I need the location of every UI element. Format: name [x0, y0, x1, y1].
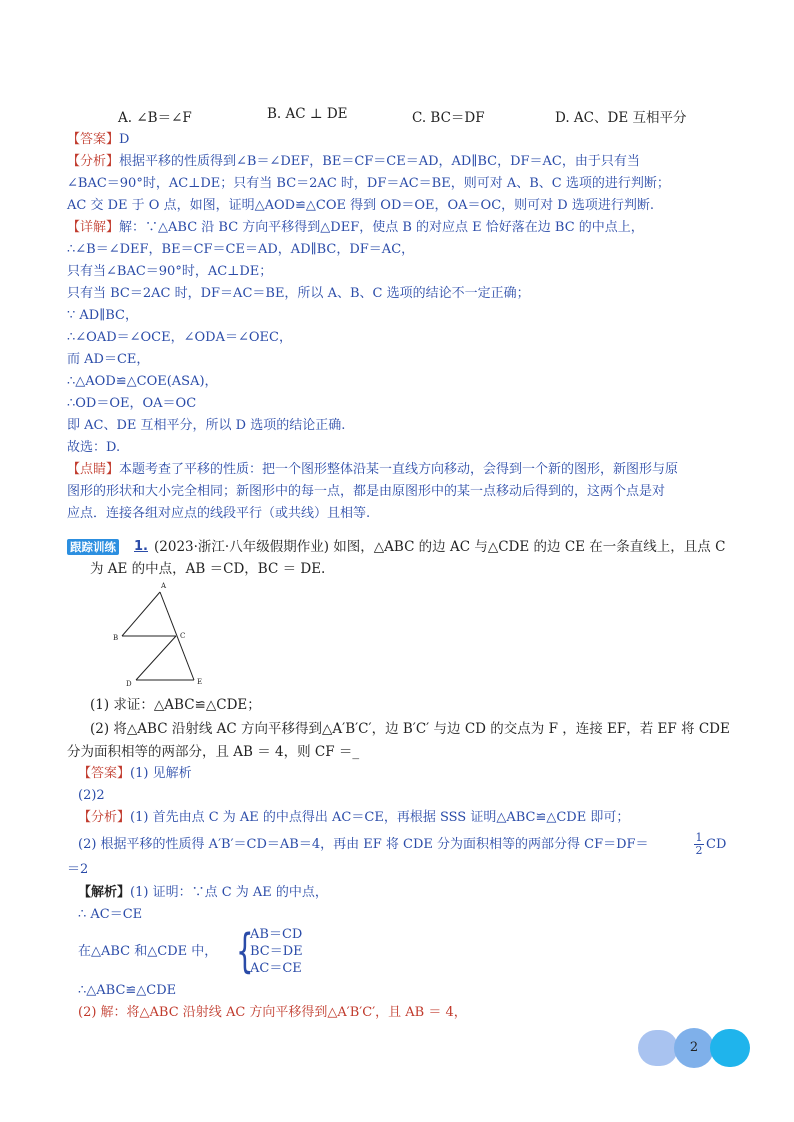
question-2-line-2: 分为面积相等的两部分，且 AB ＝ 4，则 CF ＝_: [67, 744, 360, 760]
detail-line-3: 只有当∠BAC＝90°时，AC⊥DE；: [67, 264, 273, 279]
page-number: 2: [689, 1040, 699, 1055]
segment-CD: [136, 636, 176, 680]
answer2-text-1: (1) 见解析: [130, 766, 192, 781]
analysis2-line-1: [78, 809, 629, 827]
equation-system: [236, 925, 316, 977]
answer-line: [67, 131, 129, 149]
solution-text-1: (1) 证明：∵点 C 为 AE 的中点，: [130, 885, 328, 900]
label-E: E: [197, 678, 203, 686]
answer2-tag: 【答案】: [78, 766, 131, 781]
label-C: C: [180, 632, 186, 640]
left-brace: {: [236, 924, 254, 978]
triangle-figure: [108, 582, 212, 688]
analysis-line-1: [67, 153, 640, 171]
solution-line-1: [78, 884, 328, 902]
point-line-1: [67, 461, 678, 479]
detail-line-1: [67, 219, 644, 237]
detail-line-10: 即 AC、DE 互相平分，所以 D 选项的结论正确.: [67, 418, 346, 433]
answer-tag: 【答案】: [67, 132, 120, 147]
system-row-2: BC＝DE: [250, 944, 303, 959]
label-D: D: [126, 680, 132, 688]
option-b: B. AC ⊥ DE: [267, 106, 348, 122]
point-line-3: 应点．连接各组对应点的线段平行（或共线）且相等.: [67, 506, 371, 521]
detail-line-2: ∴∠B＝∠DEF，BE＝CF＝CE＝AD，AD∥BC，DF＝AC，: [67, 242, 415, 257]
point-line-2: 图形的形状和大小完全相同；新图形中的每一点，都是由原图形中的某一点移动后得到的，这两个点是对: [67, 484, 666, 499]
detail-text-1: 解：∵△ABC 沿 BC 方向平移得到△DEF，使点 B 的对应点 E 恰好落在边 BC 的中点上，: [119, 220, 644, 235]
analysis-text-1: 根据平移的性质得到∠B＝∠DEF，BE＝CF＝CE＝AD，AD∥BC，DF＝AC，由于只有当: [119, 154, 640, 169]
page-dot-right: [710, 1029, 750, 1067]
analysis2-text-1: (1) 首先由点 C 为 AE 的中点得出 AC＝CE，再根据 SSS 证明△ABC≌△CDE 即可；: [130, 810, 630, 825]
point-text-1: 本题考查了平移的性质：把一个图形整体沿某一直线方向移动，会得到一个新的图形，新图形与原: [119, 462, 679, 477]
detail-line-7: 而 AD＝CE，: [67, 352, 150, 367]
analysis2-line-2: (2) 根据平移的性质得 A′B′＝CD＝AB＝4，再由 EF 将 CDE 分为面积相等的两部分得 CF＝DF＝: [78, 837, 649, 852]
point-tag: 【点睛】: [67, 462, 120, 477]
exercise-number: 1.: [134, 539, 148, 554]
solution-line-4: ∴△ABC≌△CDE: [78, 983, 177, 998]
solution-line-5: (2) 解：将△ABC 沿射线 AC 方向平移得到△A′B′C′，且 AB ＝ 4，: [78, 1005, 467, 1020]
detail-line-9: ∴OD＝OE，OA＝OC: [67, 396, 197, 411]
fraction-half: [694, 832, 704, 857]
label-A: A: [161, 582, 167, 590]
analysis-line-2: ∠BAC＝90°时，AC⊥DE；只有当 BC＝2AC 时，DF＝AC＝BE，则可对 A、B、C 选项的进行判断；: [67, 176, 670, 191]
analysis-tag: 【分析】: [67, 154, 120, 169]
fraction-denominator: 2: [695, 844, 703, 857]
stem-line-1: (2023·浙江·八年级假期作业) 如图，△ABC 的边 AC 与△CDE 的边 CE 在一条直线上，且点 C: [154, 539, 726, 555]
answer2-line-1: [78, 765, 192, 783]
solution-tag: 【解析】: [78, 885, 131, 900]
answer2-line-2: (2)2: [78, 788, 105, 803]
solution-line-3: 在△ABC 和△CDE 中，: [78, 944, 218, 959]
option-a: A. ∠B＝∠F: [118, 110, 192, 126]
system-row-3: AC＝CE: [250, 961, 302, 976]
detail-tag: 【详解】: [67, 220, 120, 235]
analysis2-line-2-tail: CD: [706, 837, 727, 852]
detail-line-8: ∴△AOD≌△COE(ASA)，: [67, 374, 218, 389]
fraction-numerator: 1: [695, 831, 703, 844]
segment-AB: [122, 592, 160, 636]
page-dot-left: [638, 1030, 678, 1066]
option-d: D. AC、DE 互相平分: [555, 110, 687, 126]
solution-line-2: ∴ AC＝CE: [78, 907, 143, 922]
analysis-line-3: AC 交 DE 于 O 点，如图，证明△AOD≌△COE 得到 OD＝OE，OA＝OC，则可对 D 选项进行判断.: [67, 198, 654, 213]
question-2-line-1: (2) 将△ABC 沿射线 AC 方向平移得到△A′B′C′，边 B′C′ 与边 CD 的交点为 F ，连接 EF，若 EF 将 CDE: [90, 721, 730, 737]
analysis2-line-3: ＝2: [67, 862, 89, 877]
system-row-1: AB＝CD: [250, 927, 303, 942]
detail-line-4: 只有当 BC＝2AC 时，DF＝AC＝BE，所以 A、B、C 选项的结论不一定正确；: [67, 286, 530, 301]
detail-line-6: ∴∠OAD＝∠OCE，∠ODA＝∠OEC，: [67, 330, 292, 345]
question-1: (1) 求证：△ABC≌△CDE；: [90, 697, 261, 713]
detail-line-5: ∵ AD∥BC，: [67, 308, 138, 323]
detail-line-11: 故选：D.: [67, 440, 121, 455]
analysis2-tag: 【分析】: [78, 810, 131, 825]
track-training-badge: 跟踪训练: [67, 539, 119, 555]
stem-line-2: 为 AE 的中点，AB ＝CD，BC ＝ DE.: [90, 561, 326, 577]
answer-value: D: [119, 132, 130, 147]
label-B: B: [113, 634, 119, 642]
option-c: C. BC＝DF: [412, 110, 485, 126]
